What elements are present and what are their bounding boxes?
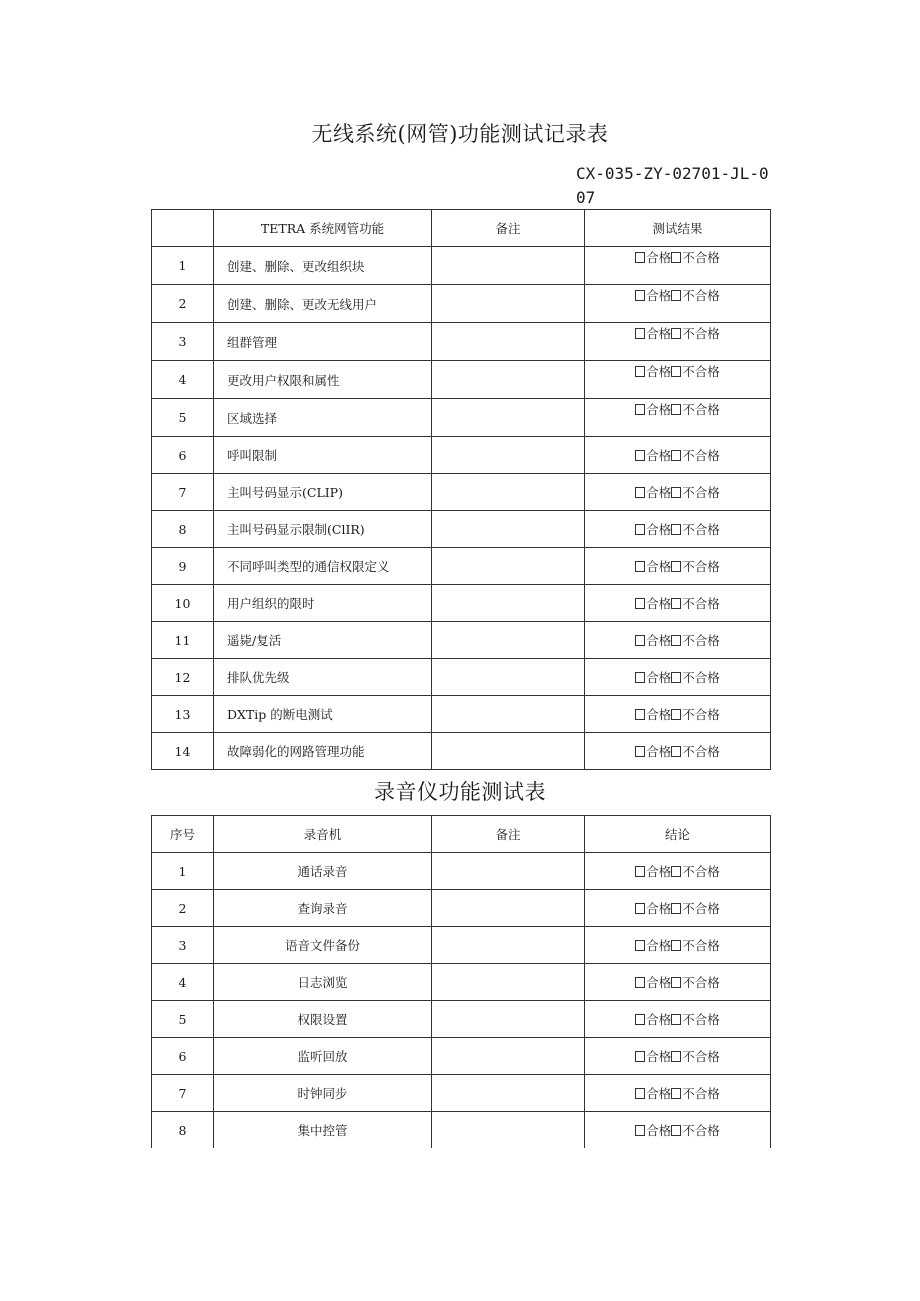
test-result-cell (585, 1038, 771, 1075)
row-number: 3 (152, 323, 214, 361)
table-row (152, 1038, 771, 1075)
fail-label: 不合格 (682, 559, 720, 574)
pass-checkbox[interactable] (635, 903, 645, 914)
table-row (152, 437, 771, 474)
function-name: 监听回放 (214, 1038, 432, 1075)
pass-label: 合格 (646, 1049, 672, 1064)
fail-label: 不合格 (682, 1123, 720, 1138)
table-row (152, 548, 771, 585)
test-result-cell (585, 1075, 771, 1112)
test-result-cell (585, 474, 771, 511)
test-result-cell (585, 437, 771, 474)
pass-checkbox[interactable] (635, 866, 645, 877)
table-row (152, 474, 771, 511)
note-cell[interactable] (432, 323, 585, 361)
table-row (152, 511, 771, 548)
fail-label: 不合格 (682, 402, 720, 417)
pass-label: 合格 (646, 485, 672, 500)
pass-checkbox[interactable] (635, 940, 645, 951)
fail-checkbox[interactable] (671, 746, 681, 757)
pass-label: 合格 (646, 633, 672, 648)
table-row (152, 927, 771, 964)
test-result-cell (585, 1001, 771, 1038)
pass-checkbox[interactable] (635, 672, 645, 683)
note-cell[interactable] (432, 548, 585, 585)
note-cell[interactable] (432, 890, 585, 927)
pass-label: 合格 (646, 448, 672, 463)
row-number: 6 (152, 437, 214, 474)
table-row (152, 964, 771, 1001)
pass-checkbox[interactable] (635, 487, 645, 498)
pass-label: 合格 (646, 744, 672, 759)
row-number: 2 (152, 890, 214, 927)
fail-checkbox[interactable] (671, 635, 681, 646)
test-result-cell (585, 853, 771, 890)
pass-checkbox[interactable] (635, 404, 645, 415)
pass-label: 合格 (646, 364, 672, 379)
header-result: 测试结果 (585, 210, 771, 247)
pass-checkbox[interactable] (635, 524, 645, 535)
row-number: 1 (152, 853, 214, 890)
note-cell[interactable] (432, 437, 585, 474)
row-number: 8 (152, 511, 214, 548)
fail-checkbox[interactable] (671, 252, 681, 263)
row-number: 7 (152, 1075, 214, 1112)
row-number: 11 (152, 622, 214, 659)
pass-checkbox[interactable] (635, 450, 645, 461)
fail-label: 不合格 (682, 288, 720, 303)
table-row (152, 1075, 771, 1112)
fail-checkbox[interactable] (671, 487, 681, 498)
test-result-cell (585, 927, 771, 964)
section-title-recorder: 录音仪功能测试表 (374, 780, 546, 804)
function-name: 遥毙/复活 (214, 622, 432, 659)
table-row (152, 853, 771, 890)
fail-label: 不合格 (682, 864, 720, 879)
pass-label: 合格 (646, 522, 672, 537)
test-result-cell (585, 890, 771, 927)
fail-checkbox[interactable] (671, 561, 681, 572)
table-row (152, 733, 771, 770)
test-result-cell (585, 696, 771, 733)
table-row (152, 247, 771, 285)
row-number: 6 (152, 1038, 214, 1075)
header-function: TETRA 系统网管功能 (214, 210, 432, 247)
table-header-row (152, 210, 771, 247)
row-number: 4 (152, 361, 214, 399)
note-cell[interactable] (432, 247, 585, 285)
test-result-cell (585, 548, 771, 585)
fail-checkbox[interactable] (671, 903, 681, 914)
fail-checkbox[interactable] (671, 290, 681, 301)
table-header-row (152, 816, 771, 853)
fail-checkbox[interactable] (671, 1014, 681, 1025)
pass-checkbox[interactable] (635, 635, 645, 646)
fail-checkbox[interactable] (671, 866, 681, 877)
recorder-test-table (151, 815, 771, 1148)
pass-label: 合格 (646, 1123, 672, 1138)
table-row (152, 399, 771, 437)
pass-label: 合格 (646, 864, 672, 879)
pass-checkbox[interactable] (635, 1088, 645, 1099)
note-cell[interactable] (432, 853, 585, 890)
note-cell[interactable] (432, 733, 585, 770)
fail-checkbox[interactable] (671, 672, 681, 683)
test-result-cell (585, 285, 771, 323)
fail-checkbox[interactable] (671, 977, 681, 988)
fail-checkbox[interactable] (671, 404, 681, 415)
row-number: 5 (152, 1001, 214, 1038)
note-cell[interactable] (432, 696, 585, 733)
function-name: 时钟同步 (214, 1075, 432, 1112)
table-row (152, 659, 771, 696)
header-serial: 序号 (152, 816, 214, 853)
function-name: 通话录音 (214, 853, 432, 890)
pass-checkbox[interactable] (635, 290, 645, 301)
header-conclusion: 结论 (585, 816, 771, 853)
fail-checkbox[interactable] (671, 328, 681, 339)
function-name: 排队优先级 (214, 659, 432, 696)
function-name: 主叫号码显示(CLIP) (214, 474, 432, 511)
note-cell[interactable] (432, 361, 585, 399)
table-row (152, 585, 771, 622)
fail-label: 不合格 (682, 485, 720, 500)
fail-label: 不合格 (682, 975, 720, 990)
fail-checkbox[interactable] (671, 450, 681, 461)
test-result-cell (585, 399, 771, 437)
fail-label: 不合格 (682, 250, 720, 265)
fail-label: 不合格 (682, 938, 720, 953)
fail-label: 不合格 (682, 1049, 720, 1064)
fail-checkbox[interactable] (671, 1088, 681, 1099)
pass-label: 合格 (646, 938, 672, 953)
fail-label: 不合格 (682, 522, 720, 537)
fail-label: 不合格 (682, 448, 720, 463)
pass-checkbox[interactable] (635, 252, 645, 263)
fail-label: 不合格 (682, 744, 720, 759)
row-number: 7 (152, 474, 214, 511)
pass-checkbox[interactable] (635, 1014, 645, 1025)
row-number: 13 (152, 696, 214, 733)
pass-checkbox[interactable] (635, 561, 645, 572)
note-cell[interactable] (432, 1038, 585, 1075)
note-cell[interactable] (432, 1075, 585, 1112)
table-row (152, 1112, 771, 1149)
fail-checkbox[interactable] (671, 598, 681, 609)
table-row (152, 323, 771, 361)
function-name: 创建、删除、更改组织块 (214, 247, 432, 285)
pass-label: 合格 (646, 288, 672, 303)
fail-checkbox[interactable] (671, 940, 681, 951)
note-cell[interactable] (432, 511, 585, 548)
fail-checkbox[interactable] (671, 1051, 681, 1062)
row-number: 12 (152, 659, 214, 696)
test-result-cell (585, 585, 771, 622)
note-cell[interactable] (432, 285, 585, 323)
fail-label: 不合格 (682, 901, 720, 916)
note-cell[interactable] (432, 659, 585, 696)
function-name: 更改用户权限和属性 (214, 361, 432, 399)
function-name: 查询录音 (214, 890, 432, 927)
test-result-cell (585, 247, 771, 285)
row-number: 8 (152, 1112, 214, 1149)
header-index (152, 210, 214, 247)
network-management-test-table (151, 209, 771, 770)
table-row (152, 696, 771, 733)
pass-label: 合格 (646, 596, 672, 611)
row-number: 5 (152, 399, 214, 437)
pass-label: 合格 (646, 1086, 672, 1101)
pass-label: 合格 (646, 402, 672, 417)
note-cell[interactable] (432, 1001, 585, 1038)
pass-checkbox[interactable] (635, 1051, 645, 1062)
pass-label: 合格 (646, 670, 672, 685)
page-title: 无线系统(网管)功能测试记录表 (311, 122, 609, 146)
note-cell[interactable] (432, 622, 585, 659)
fail-label: 不合格 (682, 670, 720, 685)
fail-checkbox[interactable] (671, 709, 681, 720)
fail-label: 不合格 (682, 707, 720, 722)
function-name: 权限设置 (214, 1001, 432, 1038)
row-number: 10 (152, 585, 214, 622)
test-result-cell (585, 659, 771, 696)
table-row (152, 1001, 771, 1038)
function-name: 语音文件备份 (214, 927, 432, 964)
row-number: 9 (152, 548, 214, 585)
note-cell[interactable] (432, 1112, 585, 1149)
table-row (152, 890, 771, 927)
function-name: 呼叫限制 (214, 437, 432, 474)
note-cell[interactable] (432, 927, 585, 964)
pass-checkbox[interactable] (635, 328, 645, 339)
fail-checkbox[interactable] (671, 366, 681, 377)
test-result-cell (585, 323, 771, 361)
fail-checkbox[interactable] (671, 524, 681, 535)
function-name: 区域选择 (214, 399, 432, 437)
header-recorder: 录音机 (214, 816, 432, 853)
pass-checkbox[interactable] (635, 977, 645, 988)
function-name: DXTip 的断电测试 (214, 696, 432, 733)
function-name: 组群管理 (214, 323, 432, 361)
test-result-cell (585, 361, 771, 399)
pass-label: 合格 (646, 559, 672, 574)
pass-label: 合格 (646, 250, 672, 265)
table-row (152, 285, 771, 323)
table-row (152, 361, 771, 399)
function-name: 主叫号码显示限制(ClIR) (214, 511, 432, 548)
fail-label: 不合格 (682, 364, 720, 379)
pass-checkbox[interactable] (635, 598, 645, 609)
pass-label: 合格 (646, 975, 672, 990)
pass-checkbox[interactable] (635, 366, 645, 377)
fail-label: 不合格 (682, 633, 720, 648)
test-result-cell (585, 1112, 771, 1149)
pass-label: 合格 (646, 1012, 672, 1027)
test-result-cell (585, 733, 771, 770)
row-number: 14 (152, 733, 214, 770)
row-number: 4 (152, 964, 214, 1001)
function-name: 创建、删除、更改无线用户 (214, 285, 432, 323)
fail-label: 不合格 (682, 1086, 720, 1101)
pass-checkbox[interactable] (635, 709, 645, 720)
function-name: 集中控管 (214, 1112, 432, 1149)
function-name: 故障弱化的网路管理功能 (214, 733, 432, 770)
pass-label: 合格 (646, 326, 672, 341)
fail-label: 不合格 (682, 326, 720, 341)
function-name: 不同呼叫类型的通信权限定义 (214, 548, 432, 585)
pass-checkbox[interactable] (635, 1125, 645, 1136)
test-result-cell (585, 964, 771, 1001)
fail-checkbox[interactable] (671, 1125, 681, 1136)
table-row (152, 622, 771, 659)
pass-checkbox[interactable] (635, 746, 645, 757)
pass-label: 合格 (646, 707, 672, 722)
row-number: 3 (152, 927, 214, 964)
row-number: 1 (152, 247, 214, 285)
fail-label: 不合格 (682, 1012, 720, 1027)
header-note: 备注 (432, 816, 585, 853)
test-result-cell (585, 511, 771, 548)
note-cell[interactable] (432, 964, 585, 1001)
note-cell[interactable] (432, 585, 585, 622)
function-name: 用户组织的限时 (214, 585, 432, 622)
pass-label: 合格 (646, 901, 672, 916)
function-name: 日志浏览 (214, 964, 432, 1001)
fail-label: 不合格 (682, 596, 720, 611)
note-cell[interactable] (432, 399, 585, 437)
row-number: 2 (152, 285, 214, 323)
test-result-cell (585, 622, 771, 659)
document-code: CX-035-ZY-02701-JL-007 (576, 164, 769, 207)
note-cell[interactable] (432, 474, 585, 511)
header-note: 备注 (432, 210, 585, 247)
